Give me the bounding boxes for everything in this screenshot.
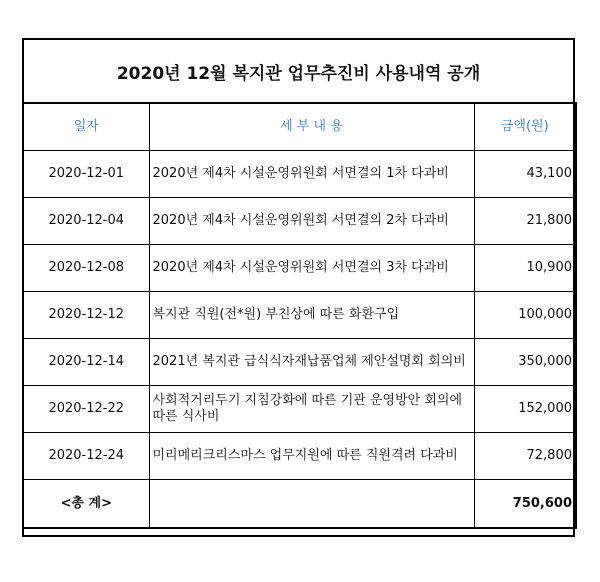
column-header-description: 세 부 내 용 — [149, 103, 474, 151]
cell-date: 2020-12-04 — [23, 198, 149, 245]
cell-description: 2020년 제4차 시설운영위원회 서면결의 3차 다과비 — [149, 245, 474, 292]
expense-table — [22, 102, 577, 529]
table-row — [23, 433, 576, 480]
cell-amount: 43,100 — [474, 151, 576, 198]
report-title: 2020년 12월 복지관 업무추진비 사용내역 공개 — [116, 63, 481, 84]
table-row — [23, 245, 576, 292]
total-label: <총 계> — [23, 480, 149, 529]
table-header-row — [23, 103, 576, 151]
total-description-empty — [149, 480, 474, 529]
table-row — [23, 339, 576, 386]
cell-date: 2020-12-14 — [23, 339, 149, 386]
cell-date: 2020-12-12 — [23, 292, 149, 339]
cell-amount: 72,800 — [474, 433, 576, 480]
cell-amount: 10,900 — [474, 245, 576, 292]
cell-amount: 21,800 — [474, 198, 576, 245]
cell-description: 사회적거리두기 지침강화에 따른 기관 운영방안 회의에 따른 식사비 — [149, 386, 474, 433]
cell-description: 2020년 제4차 시설운영위원회 서면결의 2차 다과비 — [149, 198, 474, 245]
cell-date: 2020-12-01 — [23, 151, 149, 198]
expense-report-sheet — [22, 38, 575, 537]
cell-description: 미리메리크리스마스 업무지원에 따른 직원격려 다과비 — [149, 433, 474, 480]
cell-date: 2020-12-22 — [23, 386, 149, 433]
cell-description: 2021년 복지관 급식식자재납품업체 제안설명회 회의비 — [149, 339, 474, 386]
total-amount: 750,600 — [474, 480, 576, 529]
cell-description: 복지관 직원(전*원) 부친상에 따른 화환구입 — [149, 292, 474, 339]
cell-description: 2020년 제4차 시설운영위원회 서면결의 1차 다과비 — [149, 151, 474, 198]
table-row — [23, 386, 576, 433]
cell-amount: 100,000 — [474, 292, 576, 339]
cell-amount: 350,000 — [474, 339, 576, 386]
total-row — [23, 480, 576, 529]
cell-amount: 152,000 — [474, 386, 576, 433]
table-row — [23, 151, 576, 198]
table-row — [23, 292, 576, 339]
column-header-amount: 금액(원) — [474, 103, 576, 151]
cell-date: 2020-12-24 — [23, 433, 149, 480]
column-header-date: 일자 — [23, 103, 149, 151]
table-row — [23, 198, 576, 245]
cell-date: 2020-12-08 — [23, 245, 149, 292]
